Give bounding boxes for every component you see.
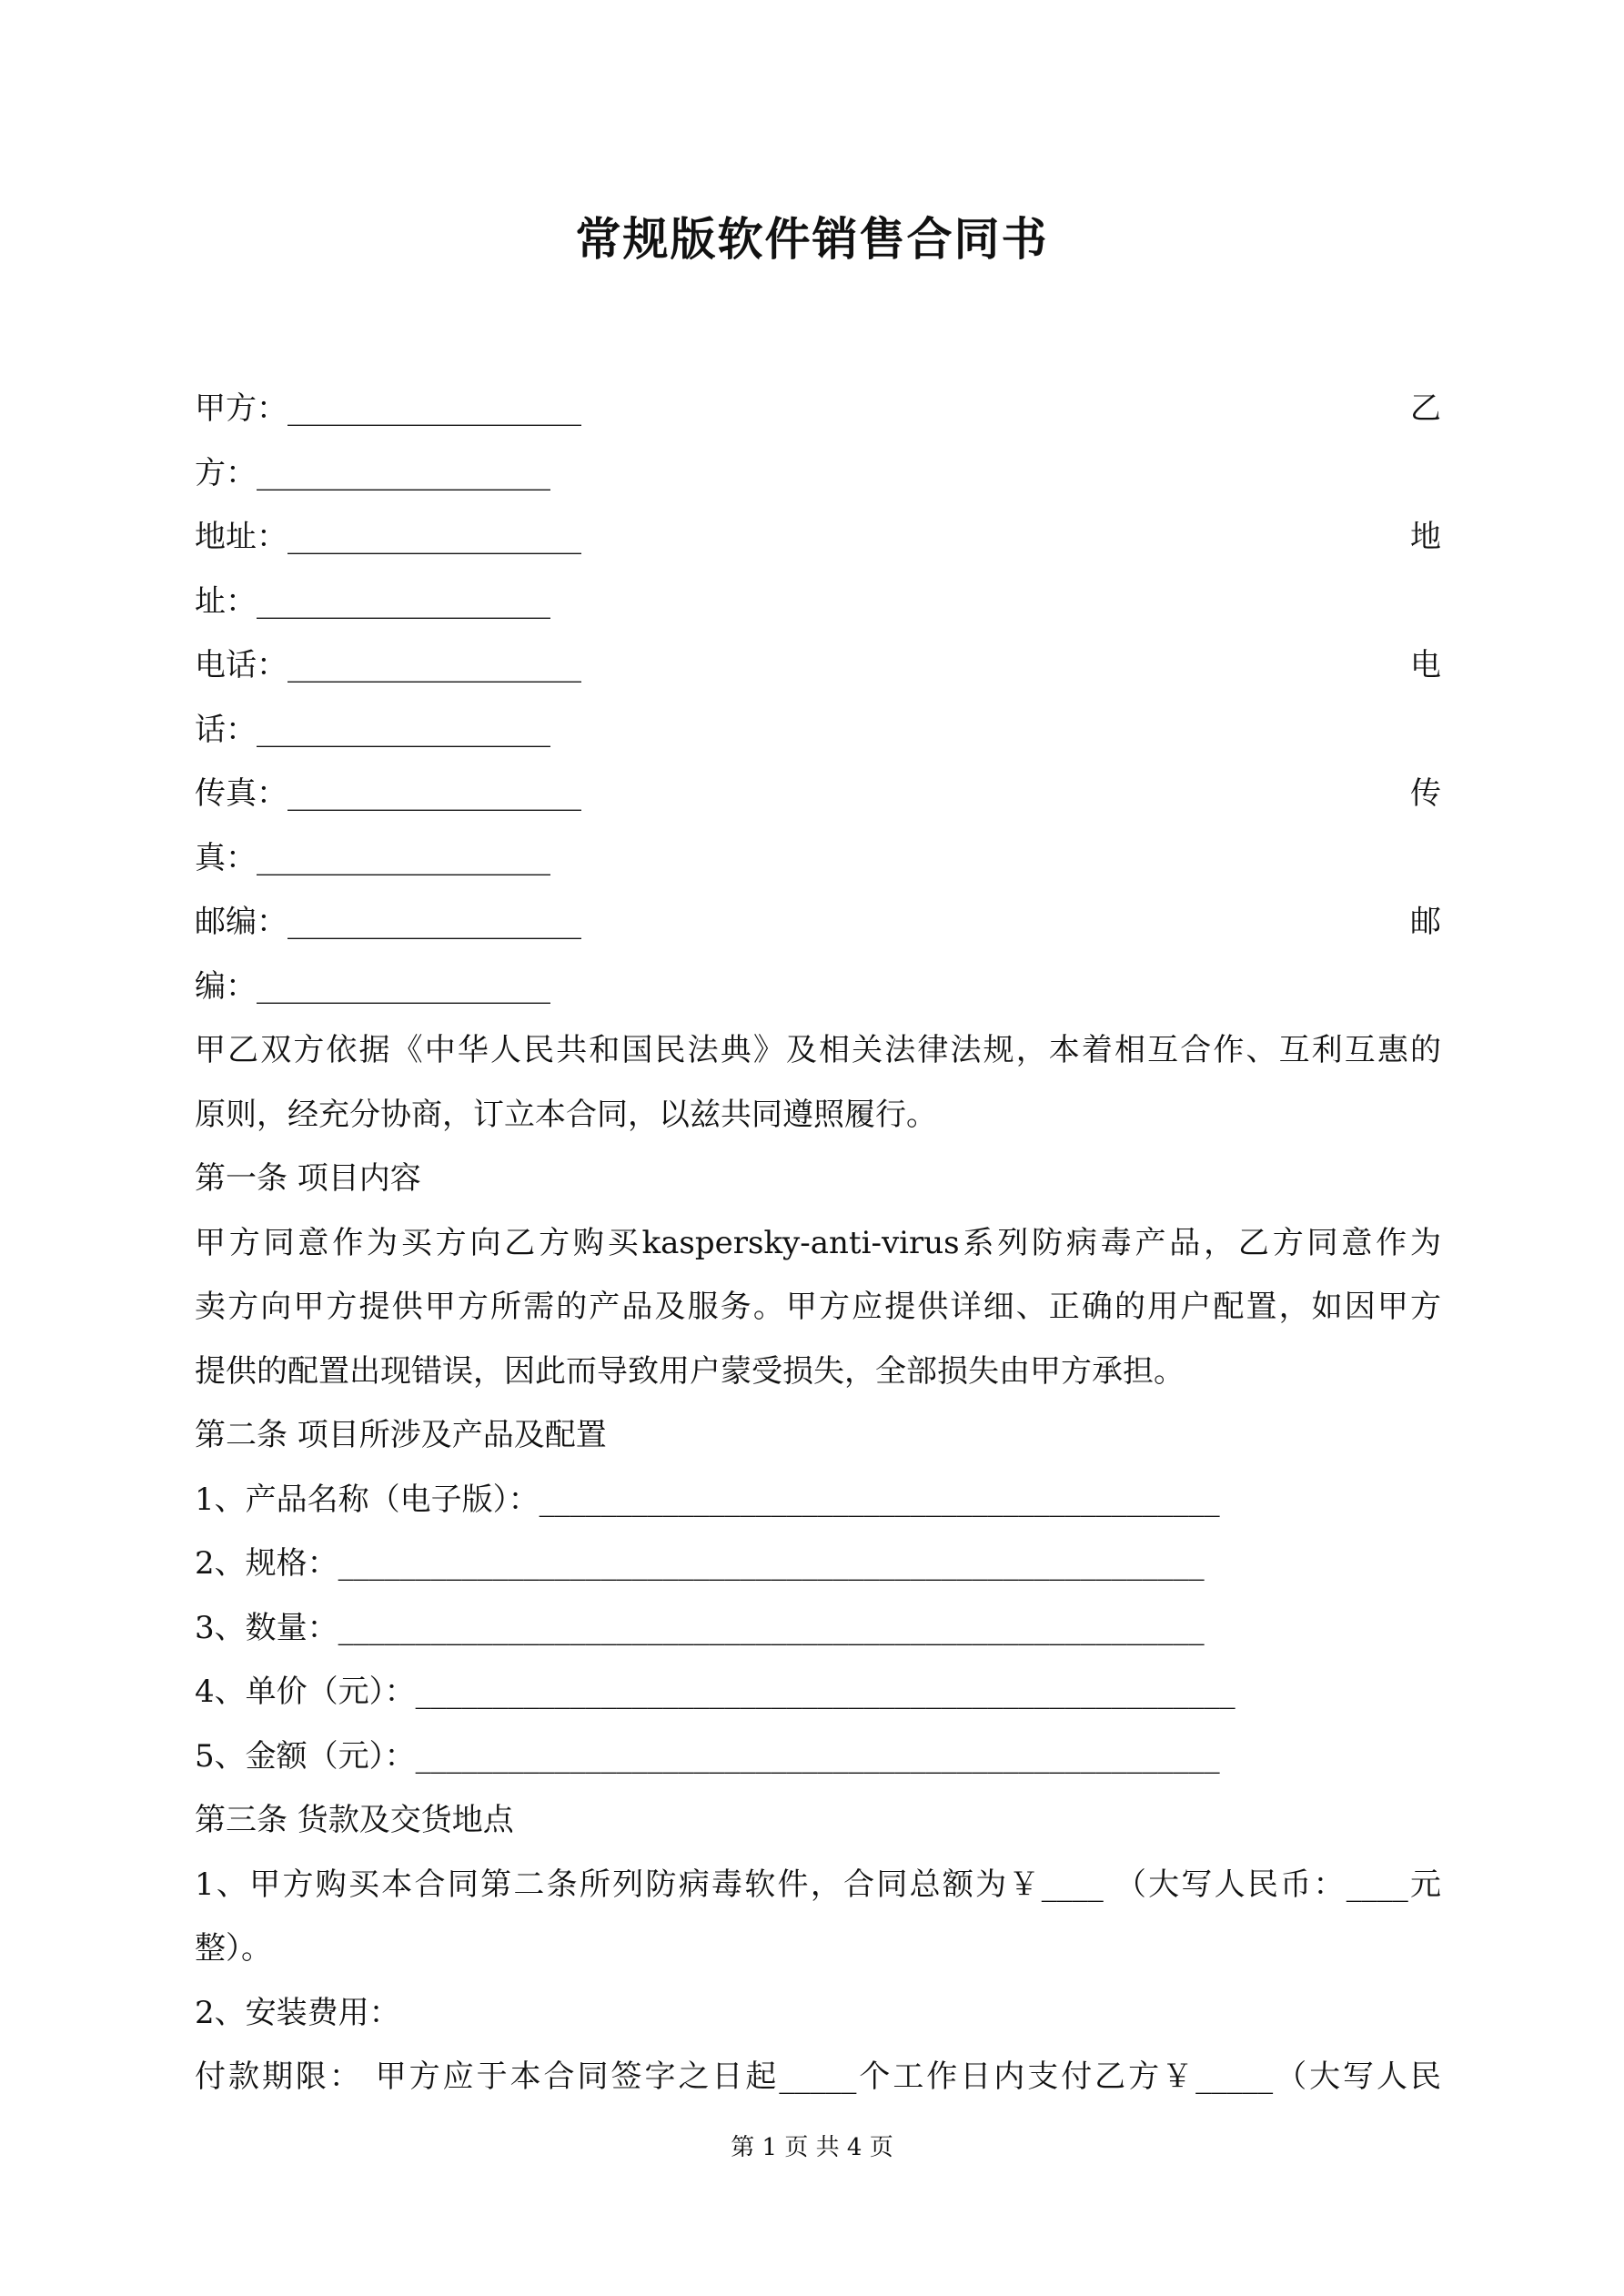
party-b-address-label-start: 地 [1410,519,1441,555]
intro-paragraph-line: 原则，经充分协商，订立本合同，以兹共同遵照履行。 [195,1097,937,1133]
party-b-address-field: 址：___________________ [195,583,550,620]
installation-fee-line: 2、安装费用： [195,1995,400,2031]
unit-price-field: 4、单价（元）：_____________________________________________________ [195,1674,1236,1710]
article-1-text-line: 提供的配置出现错误，因此而导致用户蒙受损失，全部损失由甲方承担。 [195,1353,1185,1390]
document-title: 常规版软件销售合同书 [575,213,1049,266]
amount-field: 5、金额（元）：____________________________________________________ [195,1738,1220,1775]
intro-paragraph-line: 甲乙双方依据《中华人民共和国民法典》及相关法律法规，本着相互合作、互利互惠的 [195,1032,1441,1068]
party-b-postcode-field: 编：___________________ [195,968,550,1005]
party-b-fax-label-start: 传 [1410,775,1441,812]
party-a-postcode-field: 邮编：___________________ [195,904,581,940]
payment-term-line: 付款期限： 甲方应于本合同签字之日起_____个工作日内支付乙方￥_____（大写人民 [195,2058,1441,2095]
party-a-name-field: 甲方：___________________ [195,390,581,427]
article-3-heading: 第三条 货款及交货地点 [195,1802,514,1838]
party-a-address-field: 地址：___________________ [195,519,581,555]
page-number-footer: 第 1 页 共 4 页 [731,2134,893,2161]
party-b-postcode-label-start: 邮 [1410,904,1441,940]
contract-total-line: 1、甲方购买本合同第二条所列防病毒软件，合同总额为￥____ （大写人民币：____元 [195,1866,1441,1903]
product-name-field: 1、产品名称（电子版）：____________________________________________ [195,1482,1220,1518]
quantity-field: 3、数量：________________________________________________________ [195,1610,1205,1646]
specification-field: 2、规格：________________________________________________________ [195,1545,1205,1582]
party-b-name-field: 方：___________________ [195,455,550,491]
party-b-fax-field: 真：___________________ [195,840,550,876]
party-a-phone-field: 电话：___________________ [195,647,581,683]
article-1-text-line: 甲方同意作为买方向乙方购买kaspersky-anti-virus系列防病毒产品，乙方同意作为 [195,1225,1441,1261]
party-b-name-label-start: 乙 [1410,390,1441,427]
article-1-heading: 第一条 项目内容 [195,1160,421,1197]
party-a-fax-field: 传真：___________________ [195,775,581,812]
article-1-text-line: 卖方向甲方提供甲方所需的产品及服务。甲方应提供详细、正确的用户配置，如因甲方 [195,1289,1441,1325]
party-b-phone-label-start: 电 [1410,647,1441,683]
party-b-phone-field: 话：___________________ [195,712,550,748]
contract-total-line: 整）。 [195,1930,272,1967]
article-2-heading: 第二条 项目所涉及产品及配置 [195,1417,607,1453]
